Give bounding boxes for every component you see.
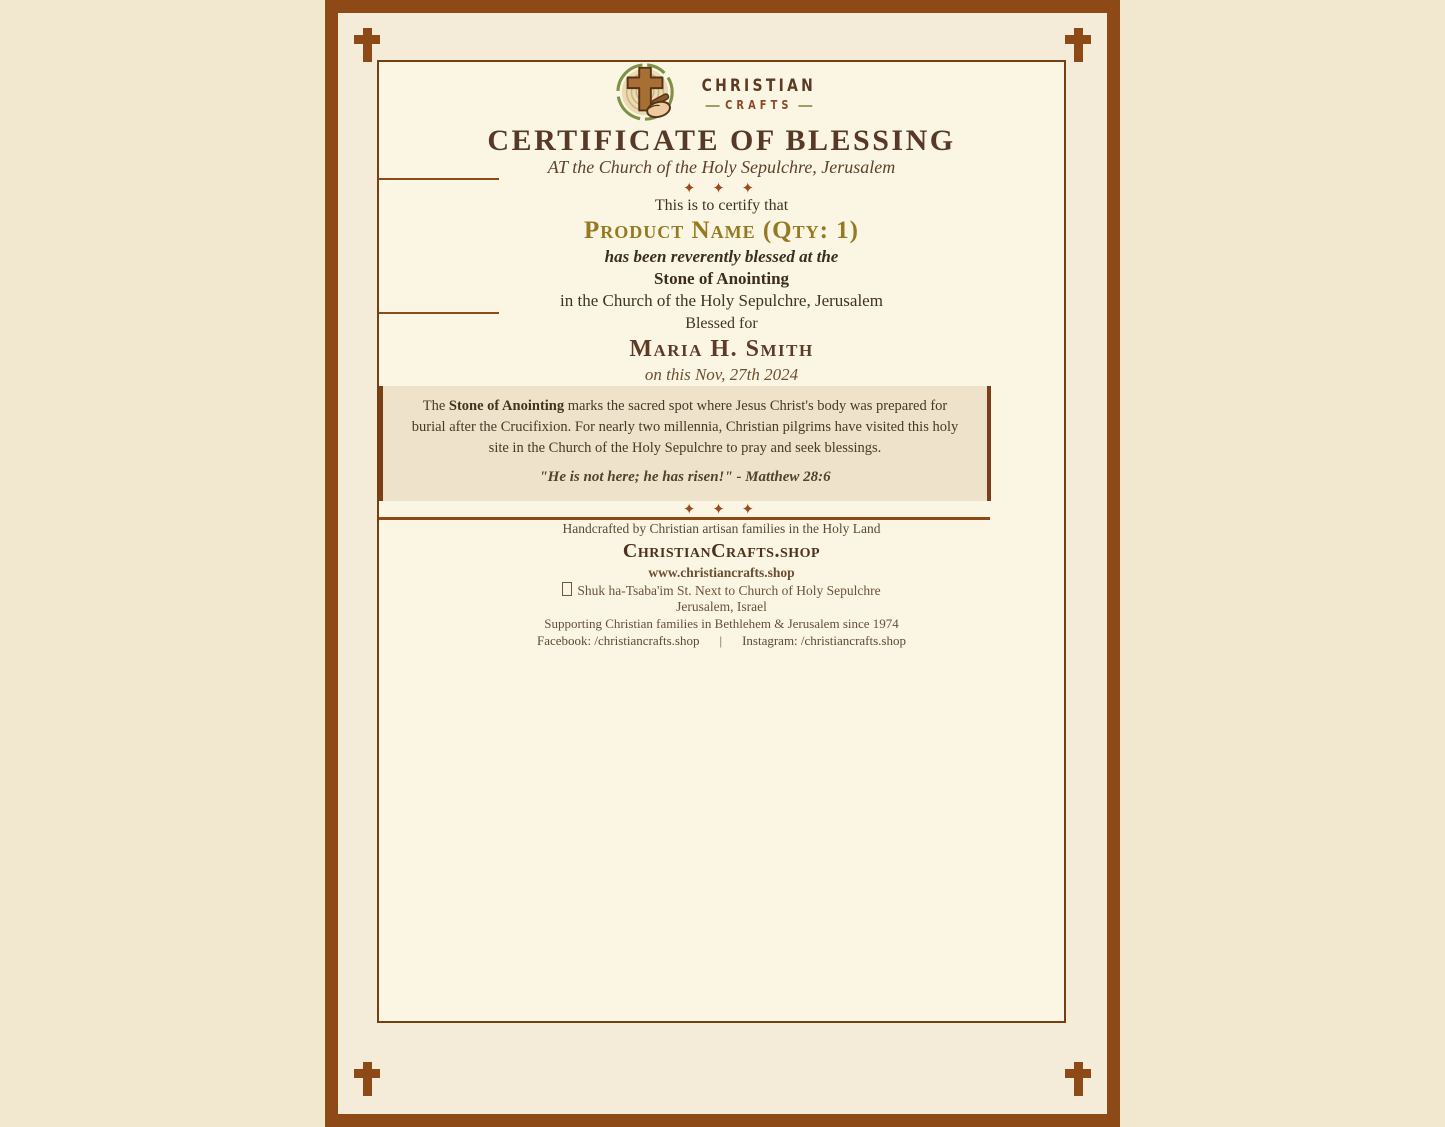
info-text-bold-term: Stone of Anointing — [448, 398, 565, 414]
blessed-line: has been reverently blessed at the — [604, 247, 839, 266]
corner-cross-icon — [1065, 1062, 1091, 1096]
certificate-subtitle: AT the Church of the Holy Sepulchre, Jerusalem — [547, 157, 896, 177]
certificate-panel — [377, 60, 1066, 1023]
instagram-handle: Instagram: /christiancrafts.shop — [742, 633, 906, 648]
footer-brand-name: ChristianCrafts.shop — [622, 540, 821, 562]
wood-cross-logo-icon — [615, 61, 677, 128]
corner-cross-icon — [354, 1062, 380, 1096]
website-url: www.christiancrafts.shop — [648, 565, 795, 580]
certify-line: This is to certify that — [654, 197, 789, 214]
social-links-row — [379, 632, 1064, 649]
logo-dash-left — [705, 105, 719, 107]
ornament-diamonds: ✦ ✦ ✦ — [682, 179, 761, 197]
address-line-2: Jerusalem, Israel — [676, 599, 767, 614]
address-line-1 — [379, 582, 1064, 599]
info-text-prefix: The — [422, 398, 449, 414]
info-text-rest: marks the sacred spot where Jesus Christ's body was prepared for burial after the Crucifixion. For nearly two millennia, Christian pilgrims have visited this holy site in the Church of the Holy Sepulchre to pray and seek blessings. — [411, 398, 959, 456]
logo-dash-right — [798, 105, 812, 107]
product-name: Product Name (Qty: 1) — [584, 217, 859, 244]
brand-logo — [379, 62, 1064, 126]
certificate-card — [325, 0, 1120, 1127]
corner-cross-icon — [354, 28, 380, 62]
site-location: in the Church of the Holy Sepulchre, Jerusalem — [560, 291, 883, 310]
handcrafted-line: Handcrafted by Christian artisan families in the Holy Land — [562, 521, 881, 536]
logo-subtitle-row — [705, 99, 812, 112]
ornament-diamonds: ✦ ✦ ✦ — [682, 500, 761, 518]
social-separator: | — [719, 633, 723, 648]
stone-of-anointing-info-box — [379, 386, 991, 501]
address-text: Shuk ha-Tsaba'im St. Next to Church of Holy Sepulchre — [577, 583, 881, 598]
supporting-line: Supporting Christian families in Bethlehem & Jerusalem since 1974 — [544, 616, 899, 631]
scripture-quote: "He is not here; he has risen!" - Matthew 28:6 — [539, 469, 831, 485]
logo-text — [701, 76, 816, 113]
blessing-date: on this Nov, 27th 2024 — [644, 365, 799, 384]
logo-brand-name: CHRISTIAN — [701, 75, 816, 96]
certificate-title: CERTIFICATE OF BLESSING — [487, 124, 956, 157]
corner-cross-icon — [1065, 28, 1091, 62]
recipient-name: Maria H. Smith — [629, 336, 814, 362]
facebook-handle: Facebook: /christiancrafts.shop — [537, 633, 700, 648]
info-text — [407, 396, 963, 459]
location-placeholder-glyph-icon — [562, 582, 572, 596]
blessed-for-label: Blessed for — [685, 315, 758, 332]
logo-brand-sub: CRAFTS — [724, 98, 793, 113]
blessing-site: Stone of Anointing — [653, 269, 790, 288]
